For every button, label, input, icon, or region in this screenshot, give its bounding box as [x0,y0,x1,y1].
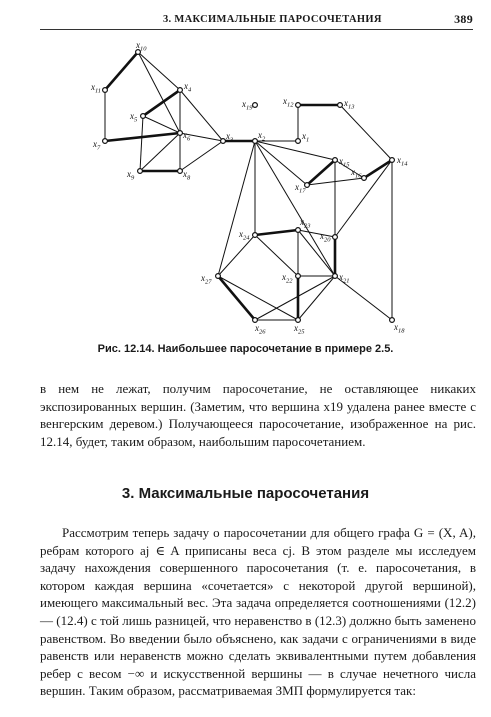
graph-edge [140,116,143,171]
paragraph-section-intro: Рассмотрим теперь задачу о паросочетании для общего графа G = (X, A), ребрам которого aj ∈ A приписаны веса cj. В этом разделе мы исследуем задачу нахождения совершенного паросочетания (т. е. паросочетания, в котором каждая вершина «сочетается» с некоторой другой вершиной), имеющего максимальный вес. Эта задача определяется соотношениями (12.2) — (12.4) с той лишь разницей, что неравенство в (12.3) должно быть заменено равенством. Во введении было объяснено, как задачи с ограничениями в виде равенств или неравенств можно сделать эквивалентными путем добавления ребер с весом −∞ и искусственной вершины — в случае нечетного числа вершин. Таким образом, рассматриваемая ЗМП формулируется так: [40,525,476,699]
vertex-x15 [333,158,338,163]
vertex-x19 [253,103,258,108]
graph-edge [298,276,335,320]
vertex-label-x10: $x_{10}$ [136,40,147,53]
vertex-label-x22: $x_{22}$ [282,272,293,285]
vertex-label-x27: $x_{27}$ [201,273,212,286]
paragraph-continuation: в нем не лежат, получим паросочетание, не оставляющее никаких экспозированных вершин. (Заметим, что вершина x19 удалена ранее вместе с венгерским деревом.) Получающееся паросочетание, изображенное на рис. 12.14, будет, таким образом, наибольшим паросочетанием. [40,381,476,449]
vertex-x27 [216,274,221,279]
vertex-label-x1: $x_1$ [302,131,310,144]
vertex-x11 [103,88,108,93]
vertex-label-x19: $x_{19}$ [242,99,253,112]
vertex-x7 [103,139,108,144]
vertex-label-x4: $x_4$ [184,81,192,94]
vertex-label-x25: $x_{25}$ [294,323,305,336]
vertex-x16 [362,176,367,181]
matching-edge [105,52,138,90]
vertex-x22 [296,274,301,279]
vertex-label-x17: $x_{17}$ [295,182,306,195]
vertex-label-x12: $x_{12}$ [283,96,294,109]
vertex-label-x3: $x_3$ [226,131,234,144]
matching-edge [307,160,335,185]
vertex-x13 [338,103,343,108]
vertex-x1 [296,139,301,144]
graph-edge [335,160,392,237]
vertex-label-x9: $x_9$ [127,169,135,182]
vertex-x6 [178,131,183,136]
vertex-x26 [253,318,258,323]
vertex-label-x21: $x_{21}$ [339,272,350,285]
figure-caption: Рис. 12.14. Наибольшее паросочетание в примере 2.5. [97,343,394,355]
graph-edge [255,235,298,276]
vertex-label-x11: $x_{11}$ [91,82,102,95]
graph-edge [143,116,180,133]
vertex-label-x23: $x_{23}$ [300,217,311,230]
matching-graph-figure [0,30,491,340]
vertex-label-x2: $x_2$ [258,130,266,143]
vertex-x2 [253,139,258,144]
vertex-label-x6: $x_6$ [183,130,191,143]
matching-edge [143,90,180,116]
graph-edge [340,105,392,160]
graph-edge [138,52,180,90]
running-title: 3. МАКСИМАЛЬНЫЕ ПАРОСОЧЕТАНИЯ [163,14,382,25]
graph-edge [140,133,180,171]
vertex-label-x16: $x_{16}$ [351,167,362,180]
vertex-x21 [333,274,338,279]
vertex-x23 [296,228,301,233]
graph-edge [255,141,335,276]
page-number: 389 [454,12,473,26]
vertex-x4 [178,88,183,93]
vertex-x24 [253,233,258,238]
matching-edge [218,276,255,320]
vertex-label-x13: $x_{13}$ [344,98,355,111]
graph-edge [138,52,180,133]
vertex-label-x15: $x_{15}$ [339,156,350,169]
graph-edge [255,276,335,320]
vertex-x14 [390,158,395,163]
vertex-label-x18: $x_{18}$ [394,322,405,335]
vertex-label-x24: $x_{24}$ [239,229,250,242]
vertex-x12 [296,103,301,108]
graph-vertex-labels [90,40,408,336]
section-heading: 3. Максимальные паросочетания [121,485,370,502]
matching-edge [255,230,298,235]
vertex-label-x8: $x_8$ [183,169,191,182]
vertex-label-x5: $x_5$ [130,111,138,124]
graph-edge [180,141,223,171]
vertex-x20 [333,235,338,240]
vertex-x9 [138,169,143,174]
graph-vertices [103,50,395,323]
running-head [40,12,473,28]
vertex-label-x20: $x_{20}$ [320,231,331,244]
vertex-x5 [141,114,146,119]
matching-edge [364,160,392,178]
vertex-x8 [178,169,183,174]
vertex-x3 [221,139,226,144]
vertex-label-x7: $x_7$ [93,139,101,152]
vertex-label-x14: $x_{14}$ [397,155,408,168]
vertex-x25 [296,318,301,323]
vertex-label-x26: $x_{26}$ [255,323,266,336]
